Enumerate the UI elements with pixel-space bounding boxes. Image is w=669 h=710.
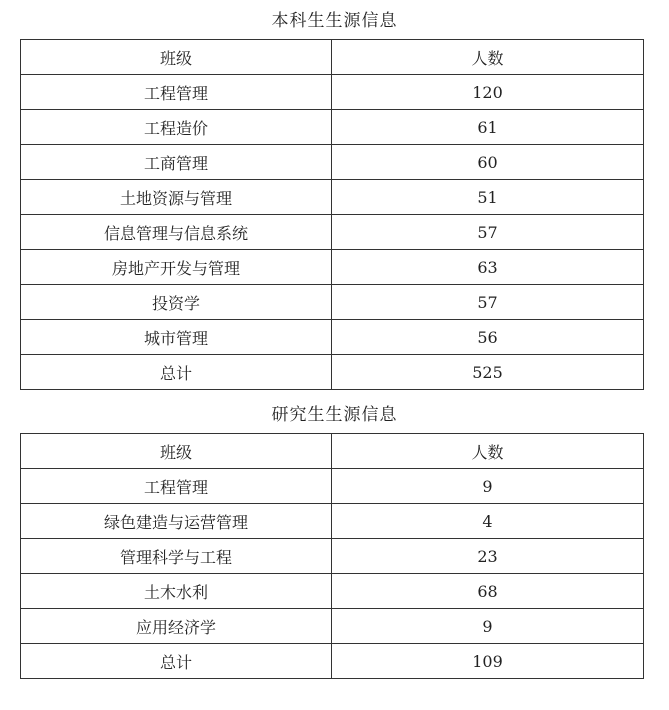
table-total-row (21, 355, 644, 390)
class-name-cell: 工程造价 (21, 110, 332, 145)
class-name-cell: 投资学 (21, 285, 332, 320)
total-count-cell: 525 (332, 355, 644, 390)
total-count-cell: 109 (332, 644, 644, 679)
table-row (21, 504, 644, 539)
student-count-cell: 120 (332, 75, 644, 110)
table-row (21, 215, 644, 250)
total-label-cell: 总计 (21, 644, 332, 679)
class-name-cell: 管理科学与工程 (21, 539, 332, 574)
student-count-cell: 51 (332, 180, 644, 215)
student-count-cell: 57 (332, 285, 644, 320)
student-count-cell: 9 (332, 469, 644, 504)
column-header-count: 人数 (332, 434, 644, 469)
table-total-row (21, 644, 644, 679)
class-name-cell: 工商管理 (21, 145, 332, 180)
class-name-cell: 房地产开发与管理 (21, 250, 332, 285)
class-name-cell: 土木水利 (21, 574, 332, 609)
table-row (21, 75, 644, 110)
table-row (21, 469, 644, 504)
class-name-cell: 信息管理与信息系统 (21, 215, 332, 250)
table-header-row (21, 40, 644, 75)
table-row (21, 110, 644, 145)
table-row (21, 250, 644, 285)
column-header-count: 人数 (332, 40, 644, 75)
class-name-cell: 工程管理 (21, 75, 332, 110)
table-row (21, 320, 644, 355)
column-header-class: 班级 (21, 40, 332, 75)
table-row (21, 180, 644, 215)
table-row (21, 574, 644, 609)
student-count-cell: 68 (332, 574, 644, 609)
class-name-cell: 应用经济学 (21, 609, 332, 644)
table-row (21, 285, 644, 320)
student-count-cell: 63 (332, 250, 644, 285)
class-name-cell: 工程管理 (21, 469, 332, 504)
student-count-cell: 4 (332, 504, 644, 539)
class-name-cell: 土地资源与管理 (21, 180, 332, 215)
column-header-class: 班级 (21, 434, 332, 469)
table-header-row (21, 434, 644, 469)
table-row (21, 539, 644, 574)
undergrad-source-table (20, 39, 644, 390)
grad-table-title: 研究生生源信息 (271, 405, 398, 425)
student-count-cell: 9 (332, 609, 644, 644)
grad-source-table (20, 433, 644, 679)
class-name-cell: 绿色建造与运营管理 (21, 504, 332, 539)
total-label-cell: 总计 (21, 355, 332, 390)
student-count-cell: 60 (332, 145, 644, 180)
class-name-cell: 城市管理 (21, 320, 332, 355)
table-row (21, 609, 644, 644)
student-count-cell: 57 (332, 215, 644, 250)
student-count-cell: 56 (332, 320, 644, 355)
table-row (21, 145, 644, 180)
student-count-cell: 61 (332, 110, 644, 145)
student-count-cell: 23 (332, 539, 644, 574)
undergrad-table-title: 本科生生源信息 (271, 11, 398, 31)
